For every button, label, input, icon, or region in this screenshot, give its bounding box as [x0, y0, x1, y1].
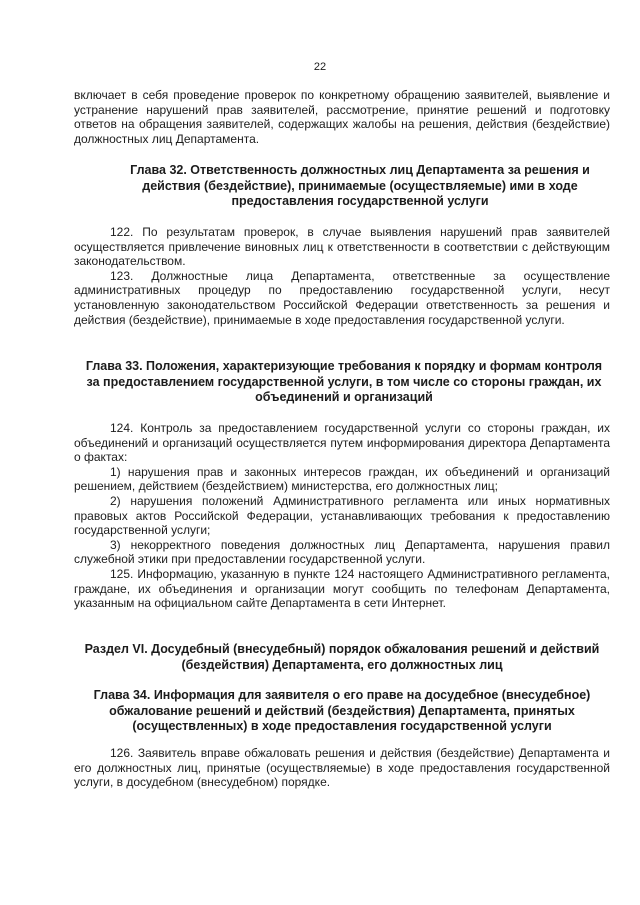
paragraph-124-item-2: 2) нарушения положений Административного регламента или иных нормативных правовых актов Российской Федерации, устанавливающих требования к предоставлению государственной услуги; — [74, 493, 610, 538]
paragraph-123: 123. Должностные лица Департамента, ответственные за осуществление административных процедур по предоставлению государственной услуги, несут установленную законодательством Российской Федерации ответственность за решения и действия (бездействие), принимаемые в ходе предоставления государственной услуги. — [74, 268, 610, 327]
paragraph-126-block — [74, 746, 610, 790]
page-number: 22 — [313, 61, 327, 73]
chapter-33-heading: Глава 33. Положения, характеризующие требования к порядку и формам контроля за предоставлением государственной услуги, в том числе со стороны граждан, их объединений и организаций — [85, 359, 603, 404]
paragraph-122: 122. По результатам проверок, в случае выявления нарушений прав заявителей осуществляется привлечение виновных лиц к ответственности в соответствии с действующим законодательством. — [74, 225, 610, 269]
section-6-heading: Раздел VI. Досудебный (внесудебный) порядок обжалования решений и действий (бездействия) Департамента, его должностных лиц — [84, 642, 600, 672]
chapter-34-heading: Глава 34. Информация для заявителя о его праве на досудебное (внесудебное) обжалование решений и действий (бездействия) Департамента, принятых (осуществленных) в ходе предоставления государственной услуги — [93, 688, 591, 733]
paragraph-125: 125. Информацию, указанную в пункте 124 настоящего Административного регламента, граждане, их объединения и организации могут сообщить по телефонам Департамента, указанным на официальном сайте Департамента в сети Интернет. — [74, 566, 610, 611]
paragraph-124: 124. Контроль за предоставлением государственной услуги со стороны граждан, их объединений и организаций осуществляется путем информирования директора Департамента о фактах: — [74, 421, 610, 465]
paragraph-126: 126. Заявитель вправе обжаловать решения и действия (бездействие) Департамента и его должностных лиц, принятые (осуществляемые) в ходе предоставления государственной услуги, в досудебном (внесудебном) порядке. — [74, 746, 610, 790]
paragraph-124-item-3: 3) некорректного поведения должностных лиц Департамента, нарушения правил служебной этики при предоставлении государственной услуги. — [74, 537, 610, 567]
chapter-32-heading: Глава 32. Ответственность должностных лиц Департамента за решения и действия (бездействие), принимаемые (осуществляемые) ими в ходе предоставления государственной услуги — [130, 163, 590, 208]
paragraph-intro-block — [74, 88, 610, 146]
paragraphs-124-125-block — [74, 421, 610, 611]
paragraph-124-item-1: 1) нарушения прав и законных интересов граждан, их объединений и организаций решением, действием (бездействием) министерства, его должностных лиц; — [74, 464, 610, 494]
paragraph-intro: включает в себя проведение проверок по конкретному обращению заявителей, выявление и устранение нарушений прав заявителей, рассмотрение, принятие решений и подготовку ответов на обращения заявителей, содержащих жалобы на решения, действия (бездействие) должностных лиц Департамента. — [74, 88, 610, 146]
paragraphs-122-123-block — [74, 225, 610, 327]
